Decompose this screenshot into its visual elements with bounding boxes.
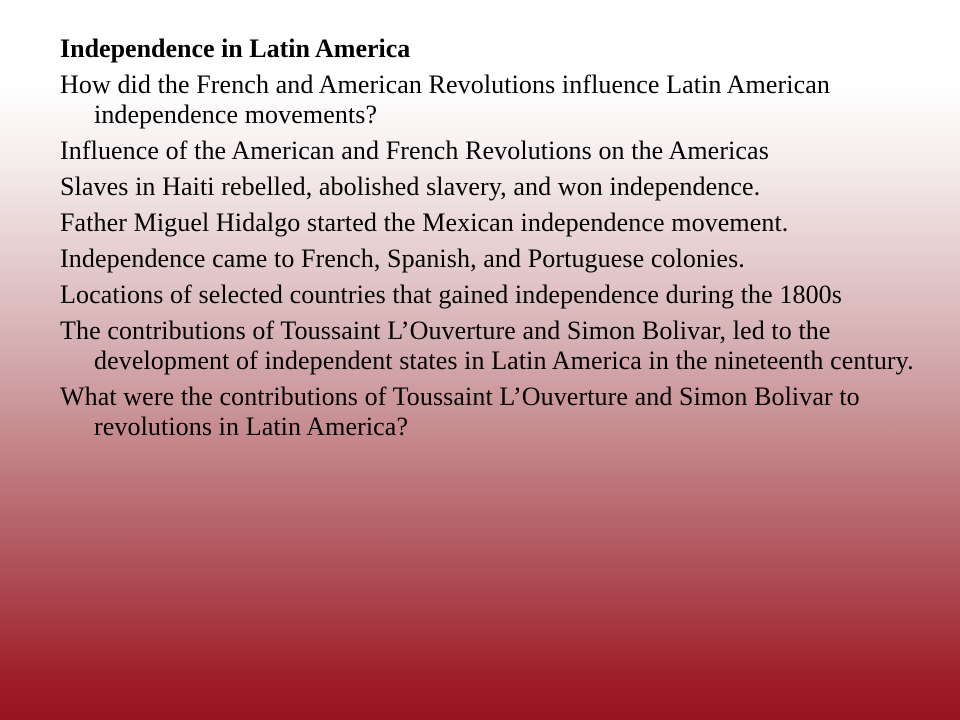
question-french-american-influence: How did the French and American Revolutions influence Latin American independence movements? [60,70,830,129]
haiti-rebellion: Slaves in Haiti rebelled, abolished slavery, and won independence. [60,172,761,201]
contributions-statement: The contributions of Toussaint L’Ouverture and Simon Bolivar, led to the development of independent states in Latin America in the nineteenth century. [60,316,914,375]
contributions-question: What were the contributions of Toussaint L’Ouverture and Simon Bolivar to revolutions in Latin America? [60,382,860,441]
locations-of-countries: Locations of selected countries that gained independence during the 1800s [60,280,842,309]
colonies-independence: Independence came to French, Spanish, and Portuguese colonies. [60,244,745,273]
father-hidalgo: Father Miguel Hidalgo started the Mexican independence movement. [60,208,789,237]
influence-of-revolutions: Influence of the American and French Revolutions on the Americas [60,136,769,165]
slide-content [60,34,940,448]
slide-title: Independence in Latin America [60,34,411,63]
